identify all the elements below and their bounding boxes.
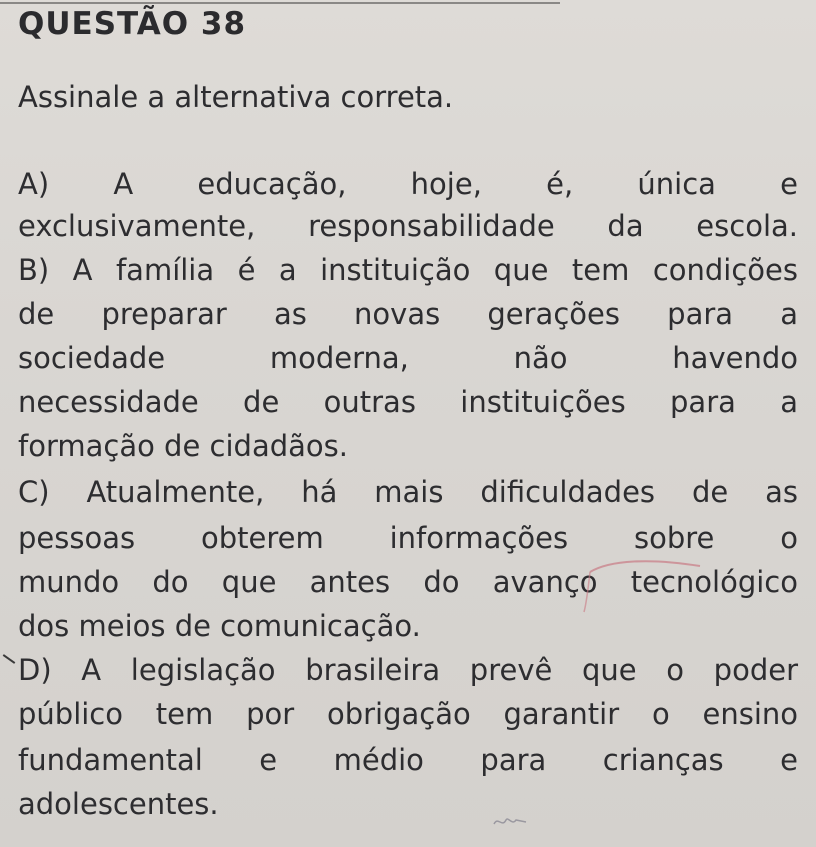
option-b-line-1[interactable]: B) A família é a instituição que tem condições <box>18 253 798 287</box>
option-c-line-2[interactable]: pessoas obterem informações sobre o <box>18 521 798 555</box>
pencil-scribble <box>492 812 532 832</box>
option-c-line-3[interactable]: mundo do que antes do avanço tecnológico <box>18 565 798 599</box>
option-a-line-2[interactable]: exclusivamente, responsabilidade da escola. <box>18 209 798 243</box>
option-d-line-1[interactable]: D) A legislação brasileira prevê que o poder <box>18 653 798 687</box>
question-prompt: Assinale a alternativa correta. <box>18 80 454 114</box>
option-b-line-4[interactable]: necessidade de outras instituições para a <box>18 385 798 419</box>
option-b-line-2[interactable]: de preparar as novas gerações para a <box>18 297 798 331</box>
option-d-line-2[interactable]: público tem por obrigação garantir o ensino <box>18 697 798 731</box>
option-c-line-4[interactable]: dos meios de comunicação. <box>18 609 421 643</box>
question-title: QUESTÃO 38 <box>18 6 247 42</box>
option-b-line-3[interactable]: sociedade moderna, não havendo <box>18 341 798 375</box>
option-c-line-1[interactable]: C) Atualmente, há mais dificuldades de as <box>18 475 798 509</box>
option-a-line-1[interactable]: A) A educação, hoje, é, única e <box>18 167 798 201</box>
option-b-line-5[interactable]: formação de cidadãos. <box>18 429 348 463</box>
option-d-line-4[interactable]: adolescentes. <box>18 787 219 821</box>
option-d-line-3[interactable]: fundamental e médio para crianças e <box>18 743 798 777</box>
